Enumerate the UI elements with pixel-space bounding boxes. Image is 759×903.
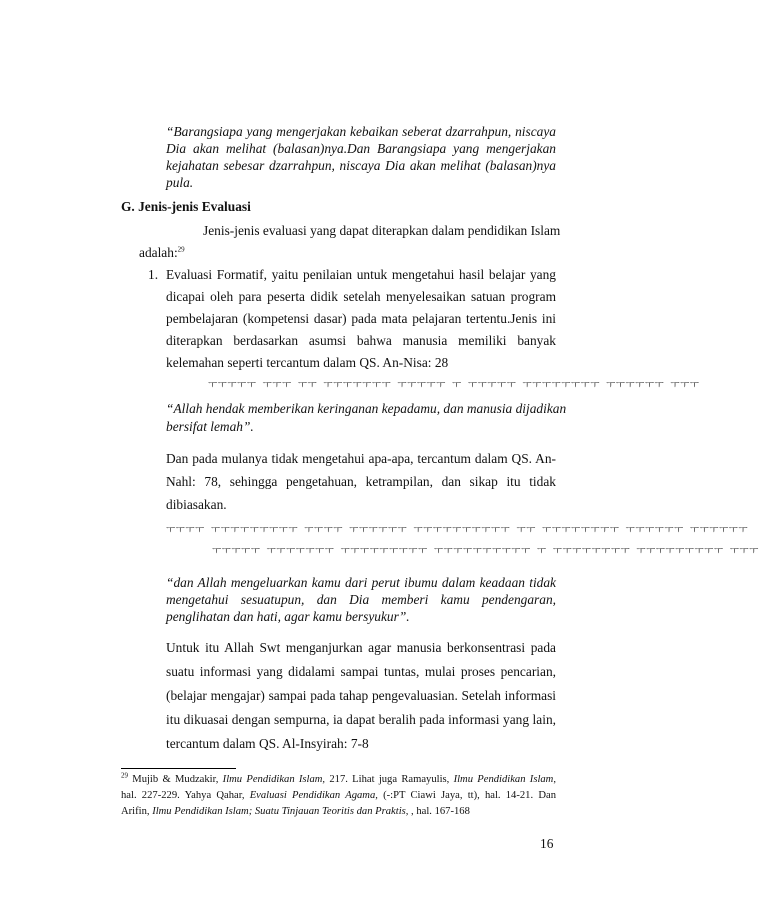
paragraph-line: Dan pada mulanya tidak mengetahui apa-apa, tercantum dalam QS. An- [166,451,556,466]
footnote-separator [121,768,236,769]
quote-3-line: mengetahui sesuatupun, dan Dia memberi kamu pendengaran, [166,592,556,607]
footnote-ref: 29 [177,245,185,254]
list-number: 1. [148,267,159,282]
page-number: 16 [540,836,554,851]
quote-3-line: penglihatan dan hati, agar kamu bersyukur”. [166,609,410,624]
quote-1-line: pula. [166,175,194,190]
arabic-verse-2-cont: ￓￓￓￓￓ ￓￓￓￓￓￓￓ ￓￓￓￓￓￓￓￓￓ ￓￓￓￓￓￓￓￓￓￓ ￓ ￓￓￓￓￓￓￓￓ ￓￓￓￓￓￓￓￓￓ ￓￓￓ [212,546,759,557]
paragraph-line: (belajar mengajar) sampai pada tahap pengevaluasian. Setelah informasi [166,688,556,703]
paragraph-line: Evaluasi Formatif, yaitu penilaian untuk mengetahui hasil belajar yang [166,267,556,282]
quote-3-line: “dan Allah mengeluarkan kamu dari perut ibumu dalam keadaan tidak [166,575,556,590]
paragraph-line: Nahl: 78, sehingga pengetahuan, ketrampilan, dan sikap itu tidak [166,474,556,489]
arabic-verse-1: ￓￓￓￓￓ ￓￓￓ ￓￓ ￓￓￓￓￓￓￓ ￓￓￓￓￓ ￓ ￓￓￓￓￓ ￓￓￓￓￓￓￓￓ ￓￓￓￓￓￓ ￓￓￓ [208,380,700,391]
paragraph-line: itu dikuasai dengan sempurna, ia dapat beralih pada informasi yang lain, [166,712,556,727]
section-intro: Jenis-jenis evaluasi yang dapat diterapkan dalam pendidikan Islam [203,223,561,238]
section-heading: G. Jenis-jenis Evaluasi [121,199,251,214]
quote-1-line: “Barangsiapa yang mengerjakan kebaikan seberat dzarrahpun, niscaya [166,124,556,139]
paragraph-line: tercantum dalam QS. Al-Insyirah: 7-8 [166,736,369,751]
quote-2-line: bersifat lemah”. [166,419,254,434]
paragraph-line: suatu informasi yang didalami sampai tuntas, mulai proses pencarian, [166,664,556,679]
footnote-line: hal. 227-229. Yahya Qahar, Evaluasi Pendidikan Agama, (-:PT Ciawi Jaya, tt), hal. 14-21. Dan [121,790,556,801]
footnote-line: Arifin, Ilmu Pendidikan Islam; Suatu Tinjauan Teoritis dan Praktis, , hal. 167-168 [121,806,470,817]
paragraph-line: dicapai oleh para peserta didik setelah menyelesaikan satuan program [166,289,556,304]
quote-1-line: kejahatan sebesar dzarrahpun, niscaya Dia akan melihat (balasan)nya [166,158,556,173]
quote-2-line: “Allah hendak memberikan keringanan kepadamu, dan manusia dijadikan [166,401,567,416]
paragraph-line: kelemahan seperti tercantum dalam QS. An-Nisa: 28 [166,355,449,370]
section-intro-end: adalah:$^{29}$ [139,245,185,260]
paragraph-line: dibiasakan. [166,497,227,512]
paragraph-line: Untuk itu Allah Swt menganjurkan agar manusia berkonsentrasi pada [166,640,556,655]
paragraph-line: pembelajaran (kompetensi dasar) pada mata pelajaran tertentu.Jenis ini [166,311,556,326]
paragraph-line: diterapkan berdasarkan asumsi bahwa manusia memiliki banyak [166,333,556,348]
quote-1-line: Dia akan melihat (balasan)nya.Dan Barangsiapa yang mengerjakan [166,141,556,156]
footnote-line: $^{29}$ Mujib & Mudzakir, Ilmu Pendidikan Islam, 217. Lihat juga Ramayulis, Ilmu Pendidikan Islam, [121,771,556,785]
arabic-verse-2: ￓￓￓￓ ￓￓￓￓￓￓￓￓￓ ￓￓￓￓ ￓￓￓￓￓￓ ￓￓￓￓￓￓￓￓￓￓ ￓￓ ￓￓￓￓￓￓￓￓ ￓￓￓￓￓￓ ￓￓￓￓￓￓ [166,525,748,536]
